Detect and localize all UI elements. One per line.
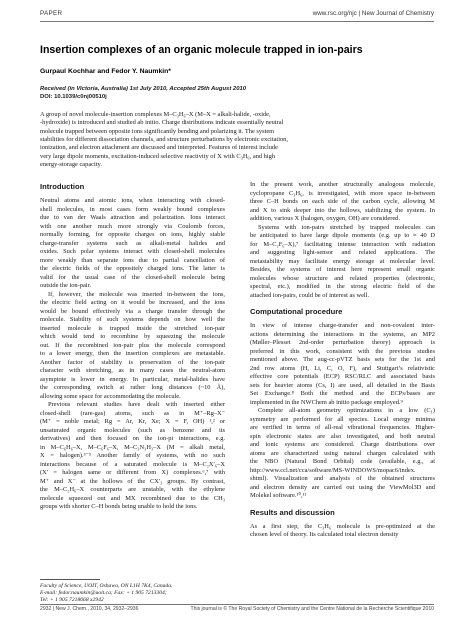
paragraph-line: In the present work, another structurally analogous molecule, [250,181,435,188]
page-header [40,10,434,21]
computational-paragraph-2 [250,407,435,501]
introduction-continued [250,181,435,224]
paragraph-line: derivatives) and then focused on the ion-pi interactions, e.g. [40,435,225,442]
paragraph-line: spectral, etc.), modified in the strong electric field of the [250,283,435,290]
section-heading-results: Results and discussion [250,507,335,517]
paragraph-line: sets for heavier atoms (Cs, I) are used, all detailed in the Basis [250,381,435,389]
footer-citation: 2932 | New J. Chem., 2010, 34, 2932–2936 [40,606,139,612]
paragraph-line: which would tend to recombine by squeezing the molecule [40,333,225,340]
paragraph-line: Set Exchange.⁸ Both the method and the ECPs/bases are [250,390,435,397]
paragraph-line: Neutral atoms and atomic ions, when interacting with closed- [40,197,225,204]
abstract-line: energy-storage capacity. [40,161,102,169]
paragraph-line: oxides. Such polar systems interact with closed-shell molecules [40,248,225,255]
paragraph-line: due to van der Waals attraction and polarization. Ions interact [40,214,225,221]
footnote-line: Faculty of Science, UOIT, Oshawa, ON L1H 7K4, Canada. [40,583,173,589]
paragraph-line: closed-shell (rare-gas) atoms, such as in M⁺–Rg–X⁻ [40,409,225,417]
abstract-line: stabilities for different dissociation channels, and structure perturbations by electronic excitation, [40,136,288,144]
paragraph-line: shell molecules, in most cases form weakly bound complexes [40,205,225,213]
abstract-line: ionization, and electron attachment are discussed and interpreted. Features of interest include [40,144,278,152]
paragraph-line: allowing some space for accommodating the molecule. [40,392,181,400]
paragraph-line: (M⁺ = noble metal; Rg = Ar, Kr, Xe; X = F, OH) ¹,² or [40,418,225,425]
paragraph-line: valid for the usual case of the closed-shell molecule being [40,273,225,281]
paragraph [40,401,225,512]
paragraph-line: X = halogen).³⁻⁵ Another family of systems, with no such [40,452,225,459]
paragraph-line: preferred in this work, consistent with the previous studies [250,347,435,355]
paragraph-line: normally forming, for opposite charges on ions, highly stable [40,231,225,238]
paragraph-line: would be bound effectively via a charge transfer through the [40,307,225,315]
footer-copyright: This journal is © The Royal Society of Chemistry and the Centre National de la Recherche Scientifique 2010 [190,606,434,612]
footnote-rule [40,579,100,580]
abstract-line: -hydroxide) is introduced and studied ab initio. Charge distributions indicate essentially neutral [40,119,284,127]
paragraph-line: and X to sink deeper into the hollows, stabilizing the system. In [250,206,435,214]
abstract-line: A group of novel molecule-insertion complexes M–C₃H₆–X (M–X = alkali-halide, -oxide, [40,111,271,118]
paragraph-line: implemented in the NWChem ab initio package employed.⁹ [250,398,403,406]
paragraph-line: with one another much more strongly via Coulomb forces, [40,222,225,230]
paragraph-line: mentioned above. The aug-cc-pVTZ basis sets for the 1st and [250,356,435,363]
paragraph-line: the corresponding switch at rather long distances (~10 Å), [40,384,225,391]
paragraph-line: addition, various X (halogen, oxygen, OH) are considered. [250,215,400,222]
paragraph-line: Molekel software.¹⁰,¹¹ [250,492,307,499]
paragraph-line: (Møller–Plesset 2nd-order perturbation theory) approach is [250,339,435,346]
paragraph-line: If, however, the molecule was inserted in-between the ions, [48,290,225,298]
paragraph-line: inserted molecule is trapped inside the stretched ion-pair [40,324,225,332]
paragraph-line: more weakly than separate ions due to partial cancellation of [40,256,225,264]
abstract-line: very large dipole moments, excitation-induced selective reactivity of X with C₃H₆, and high [40,152,276,160]
paragraph-line: and suggesting light-sensor and related applications. The [250,249,435,256]
paragraph-line: asymptote is lower in energy. In particular, metal-halides have [40,375,225,383]
paragraph-line: actions determining the interactions in the systems, an MP2 [250,330,435,338]
paragraph-line: As a first step, the C₃H₆ molecule is pre-optimized at the [250,522,435,530]
paragraph-line: 2nd row atoms (H, Li, C, O, F), and Stuttgart’s relativistic [250,364,435,372]
paragraph-line: spin electronic states are also investigated, and both neutral [250,432,435,440]
paragraph-line: charge-transfer systems such as alkali-metal halides and [40,239,225,247]
paragraph [40,291,225,402]
paragraph-line: to a lower energy, then the insertion complexes are metastable. [40,350,225,357]
paragraph-line: atoms are characterized using natural charges calculated with [250,449,435,457]
paragraph-line: interactions because of a saturated molecule is M–C₂X′₆–X [40,460,225,468]
paragraph-line: symmetry are performed for all species. Local energy minima [250,415,435,423]
paragraph-line: unsaturated organic molecules (such as benzene and its [40,426,225,434]
footnote-line: Tel: + 1 905 7218668 x2942 [40,597,104,604]
paragraph-line: In view of intense charge-transfer and non-covalent inter- [250,322,435,329]
paragraph-line: attached ion-pairs, could be of interest as well. [250,291,370,299]
article-title: Insertion complexes of an organic molecule trapped in ion-pairs [40,44,363,56]
paragraph-line: outside the ion-pair. [40,282,91,289]
paragraph-line: Another factor of stability is preservation of the ion-pair [40,358,225,366]
paragraph-line: effective core potentials (ECP) RSC/RLC and associated basis [250,373,435,380]
paragraph-line: cyclopropane C₃H₆, is investigated, with more space in-between [250,189,435,197]
paragraph-line: Systems with ion-pairs stretched by trapped molecules can [258,223,435,231]
header-journal-label: www.rsc.org/njc | New Journal of Chemistry [312,10,434,17]
paragraph-line: molecule. Stability of such systems depends on how well the [40,316,225,323]
received-dates: Received (in Victoria, Australia) 1st July 2010, Accepted 25th August 2010 [40,86,247,92]
right-column [250,181,435,540]
paragraph-line: be anticipated to have large dipole moments (e.g. up to ≈ 40 D [250,232,435,239]
paragraph-line: three C–H bonds on each side of the carbon cycle, allowing M [250,198,435,205]
article-doi: DOI: 10.1039/c0nj00510j [40,94,107,100]
header-rule [40,21,434,22]
paragraph-line: and ionic systems are considered. Charge distributions over [250,441,435,448]
paragraph-line: Previous relevant studies have dealt with inserted either [48,401,225,408]
introduction-body [40,197,225,512]
results-paragraph [250,523,435,540]
paragraph-line: for M–C₂F₆–X),⁷ facilitating intense interaction with radiation [250,240,435,248]
paragraph-line: Besides, the systems of interest here represent small organic [250,266,435,273]
paragraph-line: the electric field acting on it would be increased, and the ions [40,299,225,306]
paragraph-line: the electric fields of the oppositely charged ions. The latter is [40,265,225,272]
abstract-line: molecule trapped between opposite ions significantly bending and polarizing it. The system [40,127,275,135]
footer-rule [40,604,434,605]
paragraph-line: the NBO (Natural Bond Orbital) code (available, e.g., at [250,458,435,465]
section-heading-introduction: Introduction [40,182,85,191]
paragraph-line: groups with shorter C–H bonds being unable to hold the ions. [40,503,198,510]
paragraph-line: are verified in terms of all-real vibrational frequencies. Higher- [250,424,435,431]
paragraph-line: chosen level of theory. Its calculated total electron density [250,531,399,538]
page-footer [40,606,434,616]
paragraph-line: the M–C₂H₆–X counterparts are unstable, with the ethylene [40,486,225,493]
paragraph-line: in M–C₆H₆–X, M–C₆F₆–X, M–C₃N₃H₃–X (M = alkali metal, [40,443,225,451]
header-section-label: PAPER [40,10,63,17]
paragraph-line: M⁺ and X⁻ at the hollows of the CX′₃ groups. By contrast, [40,477,225,485]
computational-paragraph-1 [250,322,435,407]
abstract [40,111,434,169]
paragraph-line: molecule squeezed out and MX recombined due to the CH₃ [40,494,225,502]
paragraph-line: shtml). Visualization and analysis of the obtained structures [250,475,435,482]
paragraph-line: molecules whose structure and related properties (electronic, [250,274,435,282]
section-heading-computational: Computational procedure [250,307,343,316]
footnote-line: E-mail: fedor.naumkin@uoit.ca; Fax: + 1 905 7213304; [40,590,167,597]
paragraph-line: http://www.ccl.net/cca/software/MS-WINDOWS/mopac6/index. [250,466,416,474]
paragraph [40,197,225,291]
paragraph-line: character with stretching, as in many cases the neutral-atom [40,367,225,374]
left-column [40,181,225,512]
paragraph-line: out. If the recombined ion-pair plus the molecule correspond [40,341,225,349]
affiliation-footnote [40,583,225,605]
article-authors: Gurpaul Kochhar and Fedor Y. Naumkin* [40,68,171,75]
paragraph-line: and electron density are carried out using the ViewMol3D and [250,483,435,491]
introduction-paragraph [250,224,435,301]
paragraph-line: Complete all-atom geometry optimizations in a low (C₁) [258,407,435,414]
paragraph-line: metastability may facilitate energy storage at molecular level. [250,257,435,265]
paragraph-line: (X′ = halogen same or different from X) complexes.⁶,⁷ with [40,469,225,476]
